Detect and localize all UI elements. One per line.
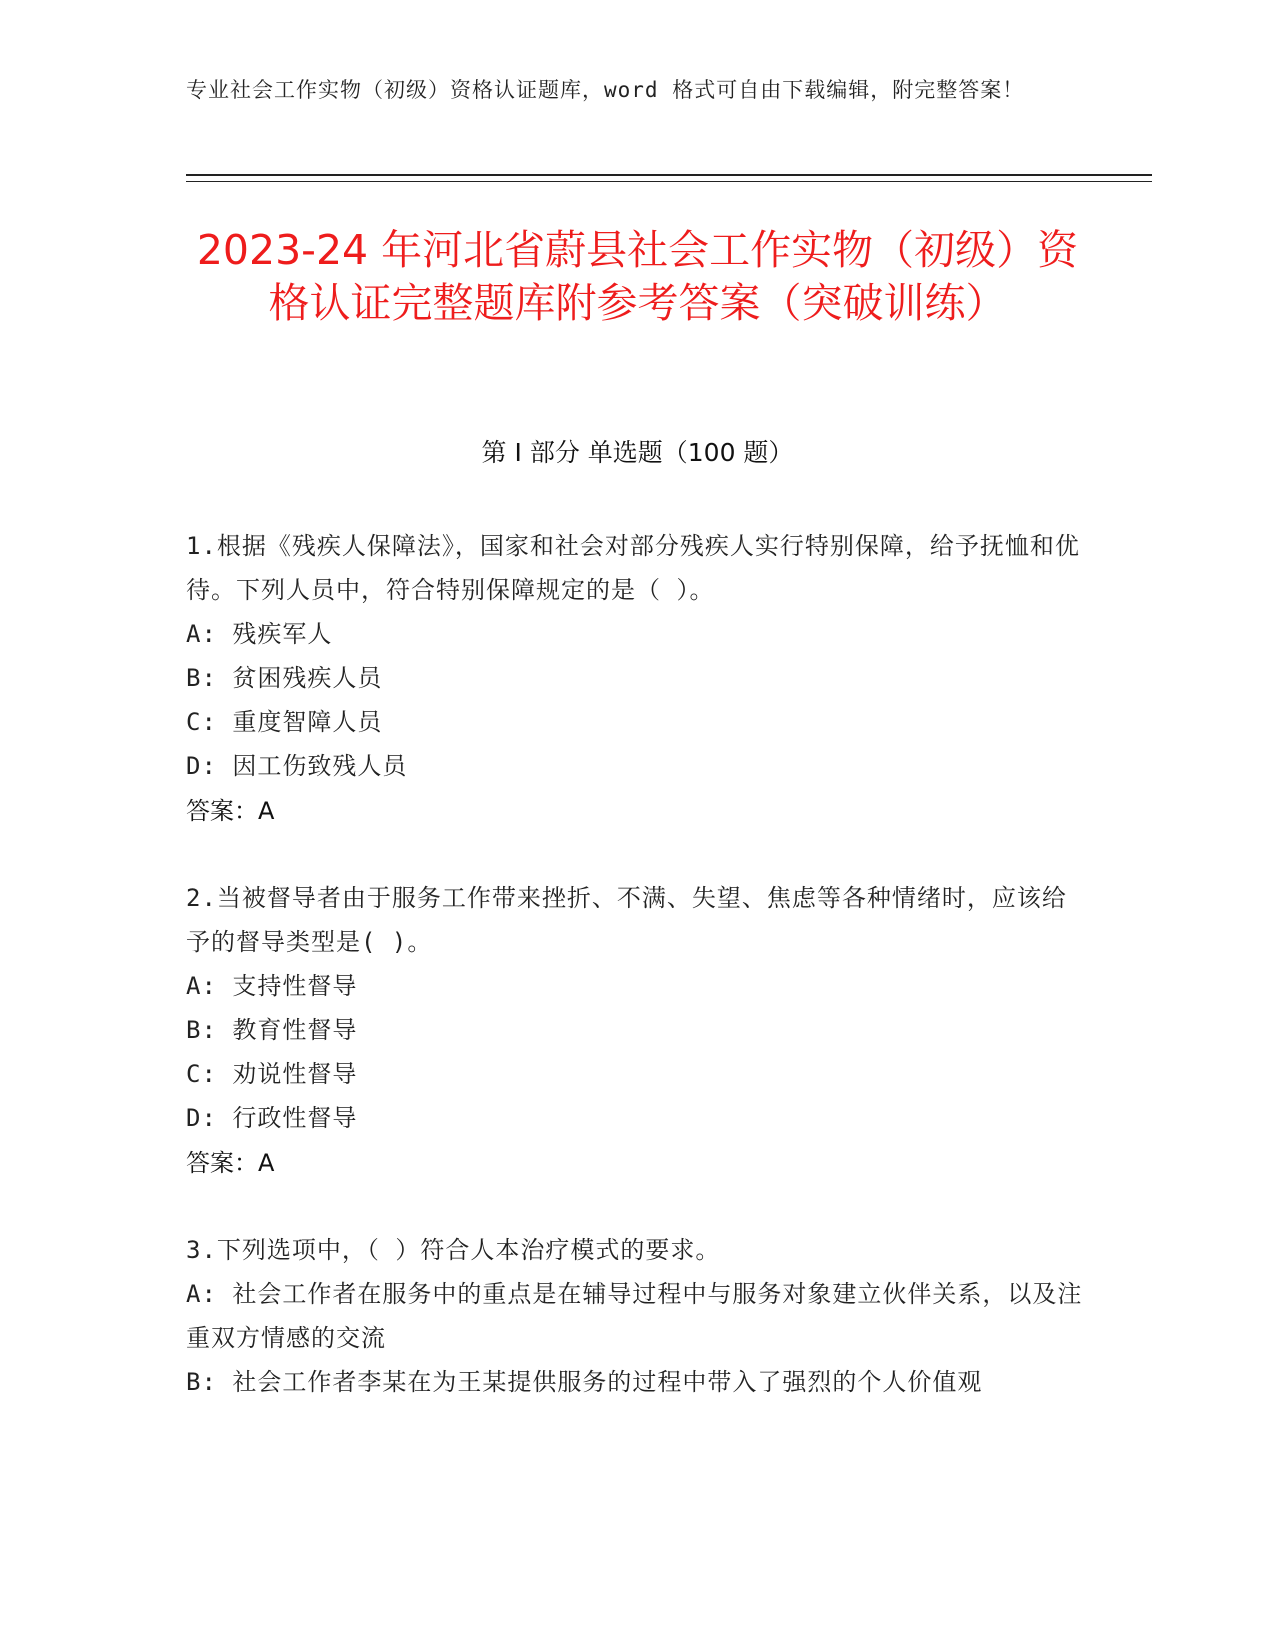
option-b: B: 社会工作者李某在为王某提供服务的过程中带入了强烈的个人价值观 — [186, 1368, 983, 1396]
question-1 — [186, 524, 1086, 834]
question-stem: 2.当被督导者由于服务工作带来挫折、不满、失望、焦虑等各种情绪时，应该给予的督导类型是( )。 — [186, 884, 1067, 956]
option-a: A: 支持性督导 — [186, 972, 358, 1000]
document-title: 2023-24 年河北省蔚县社会工作实物（初级）资格认证完整题库附参考答案（突破训练） — [196, 226, 1079, 327]
question-stem: 3.下列选项中，（ ）符合人本治疗模式的要求。 — [186, 1236, 721, 1264]
option-b: B: 教育性督导 — [186, 1016, 358, 1044]
option-a: A: 残疾军人 — [186, 620, 333, 648]
option-d: D: 因工伤致残人员 — [186, 752, 408, 780]
question-stem: 1.根据《残疾人保障法》，国家和社会对部分残疾人实行特别保障，给予抚恤和优待。下列人员中，符合特别保障规定的是（ ）。 — [186, 532, 1080, 604]
question-2 — [186, 876, 1086, 1186]
question-3 — [186, 1228, 1086, 1404]
header-divider-thin — [186, 181, 1152, 182]
header-divider-thick — [186, 174, 1152, 176]
option-c: C: 重度智障人员 — [186, 708, 383, 736]
option-c: C: 劝说性督导 — [186, 1060, 358, 1088]
section-heading: 第 I 部分 单选题（100 题） — [481, 438, 794, 467]
option-d: D: 行政性督导 — [186, 1104, 358, 1132]
question-list — [186, 524, 1086, 1446]
answer-line: 答案：A — [186, 1149, 275, 1177]
option-b: B: 贫困残疾人员 — [186, 664, 383, 692]
header-note: 专业社会工作实物（初级）资格认证题库，word 格式可自由下载编辑，附完整答案！ — [186, 78, 1025, 102]
answer-line: 答案：A — [186, 797, 275, 825]
option-a: A: 社会工作者在服务中的重点是在辅导过程中与服务对象建立伙伴关系，以及注重双方情感的交流 — [186, 1280, 1083, 1352]
